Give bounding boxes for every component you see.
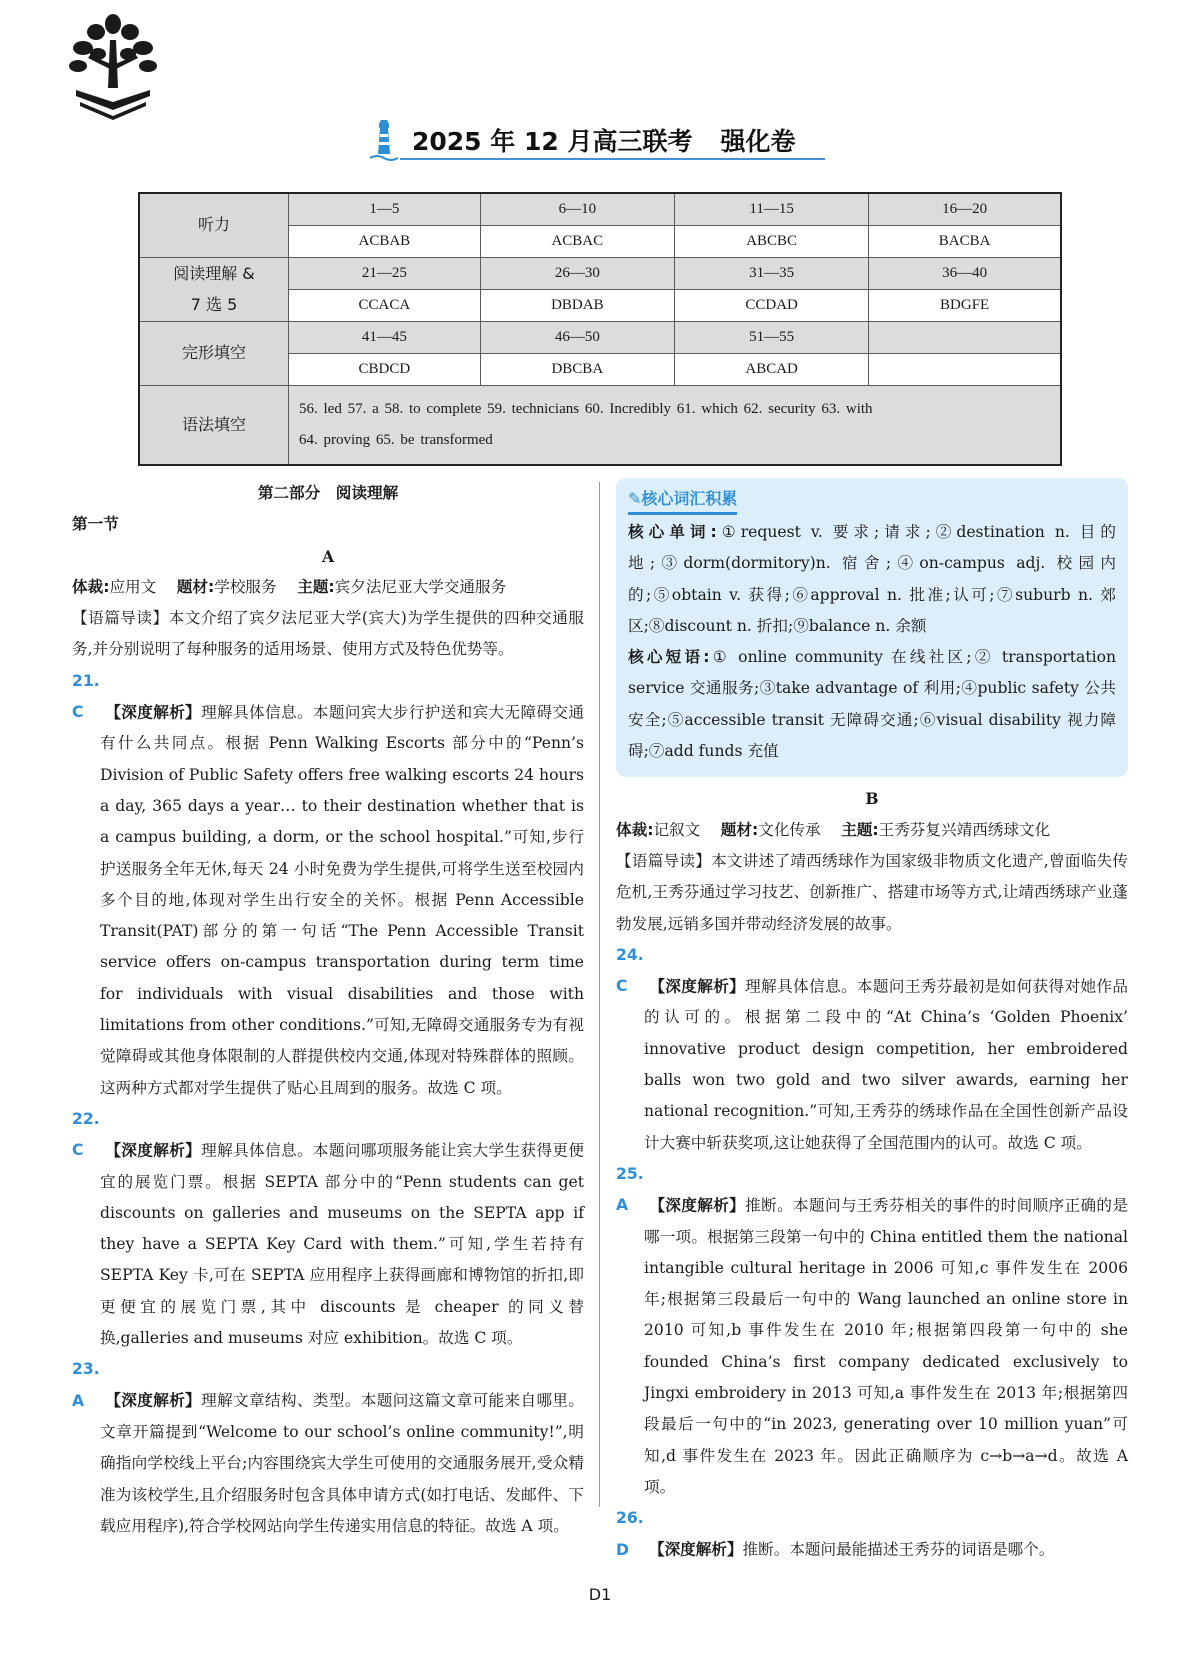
part-title: 第二部分 阅读理解: [257, 484, 399, 502]
passage-a-guide: [72, 603, 584, 666]
topic-label: 主题:: [297, 577, 335, 596]
answer-item-22: [72, 1104, 584, 1354]
passage-b-guide: [616, 846, 1128, 940]
vocab-phrases: [628, 642, 1116, 767]
exam-title: 2025 年 12 月高三联考: [412, 127, 693, 156]
vocab-words-text: ①request v. 要求;请求;②destination n. 目的地;③dorm(dormitory)n. 宿舍;④on-campus adj. 校园内的;⑤obtain v. 获得;⑥approval n. 批准;认可;⑦suburb n. 郊区;⑧discount n. 折扣;⑨balance n. 余额: [628, 523, 1116, 635]
left-column: [72, 478, 584, 1542]
grammar-line1: 56. led 57. a 58. to complete 59. technicians 60. Incredibly 61. which 62. security 63. with: [299, 401, 873, 417]
right-column: [616, 478, 1128, 1566]
question-number: 22. C: [72, 1109, 100, 1160]
theme-value: 学校服务: [214, 577, 277, 596]
vocab-phrases-label: 核心短语:: [628, 648, 710, 667]
analysis-tag: 【深度解析】: [105, 1391, 202, 1410]
answer-cell: ABCBC: [674, 226, 868, 258]
guide-label: 【语篇导读】: [616, 851, 712, 870]
lighthouse-icon: [370, 118, 398, 162]
theme-value: 文化传承: [758, 820, 821, 839]
range-cell: 36—40: [869, 258, 1061, 290]
range-cell: [869, 322, 1061, 354]
page-header: [370, 118, 830, 164]
topic-value: 王秀芬复兴靖西绣球文化: [878, 820, 1051, 839]
genre-value: 记叙文: [653, 820, 701, 839]
grammar-line2: 64. proving 65. be transformed: [299, 432, 493, 448]
range-cell: 1—5: [289, 194, 481, 226]
range-cell: 51—55: [674, 322, 868, 354]
range-cell: 31—35: [674, 258, 868, 290]
question-number: 24. C: [616, 945, 644, 996]
title-underline: [400, 158, 825, 160]
answer-item-26: [616, 1503, 1128, 1566]
page-number: D1: [588, 1585, 612, 1604]
listening-label: 听力: [140, 194, 289, 258]
topic-value: 宾夕法尼亚大学交通服务: [334, 577, 507, 596]
range-cell: 16—20: [869, 194, 1061, 226]
answer-cell: BDGFE: [869, 290, 1061, 322]
column-divider: [599, 482, 600, 1507]
cloze-label: 完形填空: [140, 322, 289, 386]
theme-label: 题材:: [176, 577, 215, 596]
analysis-text: 理解具体信息。本题问哪项服务能让宾大学生获得更便宜的展览门票。根据 SEPTA 部分中的“Penn students can get discounts on galleries and museums on the SEPTA app if they have a SEPTA Key Card with them.”可知,学生若持有 SEPTA Key 卡,可在 SEPTA 应用程序上获得画廊和博物馆的折扣,即更便宜的展览门票,其中 discounts 是 cheaper 的同义替换,galleries and museums 对应 exhibition。故选 C 项。: [100, 1141, 584, 1348]
pencil-icon: ✎: [628, 489, 642, 508]
genre-value: 应用文: [109, 577, 157, 596]
genre-label: 体裁:: [616, 820, 654, 839]
theme-label: 题材:: [720, 820, 759, 839]
reading-label-line1: 阅读理解 &: [173, 264, 255, 284]
vocab-title: [628, 486, 737, 515]
vocab-title-text: 核心词汇积累: [641, 489, 738, 508]
topic-label: 主题:: [841, 820, 879, 839]
tree-book-logo: [68, 10, 158, 130]
answer-cell: CCDAD: [674, 290, 868, 322]
analysis-text: 推断。本题问最能描述王秀芬的词语是哪个。: [742, 1540, 1055, 1559]
answer-cell: ACBAC: [480, 226, 674, 258]
vocab-phrases-text: ① online community 在线社区;② transportation service 交通服务;③take advantage of 利用;④public safety 公共安全;⑤accessible transit 无障碍交通;⑥visual disability 视力障碍;⑦add funds 充值: [628, 648, 1116, 761]
guide-text: 本文讲述了靖西绣球作为国家级非物质文化遗产,曾面临失传危机,王秀芬通过学习技艺、创新推广、搭建市场等方式,让靖西绣球产业蓬勃发展,远销多国并带动经济发展的故事。: [616, 851, 1128, 933]
answer-item-23: [72, 1354, 584, 1542]
passage-b-label: B: [865, 789, 879, 809]
answer-cell: [869, 354, 1061, 386]
analysis-text: 推断。本题问与王秀芬相关的事件的时间顺序正确的是哪一项。根据第三段第一句中的 China entitled them the national intangible cultural heritage in 2006 可知,c 事件发生在 2006 年;根据第三段最后一句中的 Wang launched an online store in 2010 可知,b 事件发生在 2010 年;根据第四段第一句中的 she founded China’s first company dedicated exclusively to Jingxi embroidery in 2013 可知,a 事件发生在 2013 年;根据第四段最后一句中的“in 2023, generating over 10 million yuan”可知,d 事件发生在 2023 年。因此正确顺序为 c→b→a→d。故选 A 项。: [644, 1196, 1128, 1496]
question-number: 23. A: [72, 1360, 100, 1410]
passage-a-label: A: [321, 546, 335, 566]
answer-cell: ABCAD: [674, 354, 868, 386]
section-title: 第一节: [72, 515, 119, 534]
passage-a-meta: [72, 572, 584, 603]
answer-cell: CCACA: [289, 290, 481, 322]
analysis-text: 理解具体信息。本题问王秀芬最初是如何获得对她作品的认可的。根据第二段中的“At China’s ‘Golden Phoenix’ innovative product design competition, her embroidered balls won two gold and two silver awards, earning her national recognition.”可知,王秀芬的绣球作品在全国性创新产品设计大赛中斩获奖项,这让她获得了全国范围内的认可。故选 C 项。: [644, 977, 1128, 1152]
analysis-tag: 【深度解析】: [649, 1196, 746, 1215]
reading-label: [140, 258, 289, 322]
answer-cell: ACBAB: [289, 226, 481, 258]
genre-label: 体裁:: [72, 577, 110, 596]
question-number: 26. D: [616, 1509, 644, 1559]
guide-text: 本文介绍了宾夕法尼亚大学(宾大)为学生提供的四种交通服务,并分别说明了每种服务的适用场景、使用方式及特色优势等。: [72, 609, 584, 659]
answer-cell: DBCBA: [480, 354, 674, 386]
answer-key-table: [139, 193, 1061, 465]
analysis-text: 理解具体信息。本题问宾大步行护送和宾大无障碍交通有什么共同点。根据 Penn Walking Escorts 部分中的“Penn’s Division of Public Safety offers free walking escorts 24 hours a day, 365 days a year… to their destination whether that is a campus building, a dorm, or the school hospital.”可知,步行护送服务全年无休,每天 24 小时免费为学生提供,可将学生送至校园内多个目的地,体现对学生出行安全的关怀。根据 Penn Accessible Transit(PAT)部分的第一句话“The Penn Accessible Transit service offers on-campus transportation during term time for individuals with visual disabilities and those with limitations from other conditions.”可知,无障碍交通服务专为有视觉障碍或其他身体限制的人群提供校内交通,体现对特殊群体的照顾。这两种方式都对学生提供了贴心且周到的服务。故选 C 项。: [100, 703, 584, 1097]
vocab-box: [616, 478, 1128, 777]
answer-item-25: [616, 1159, 1128, 1503]
range-cell: 6—10: [480, 194, 674, 226]
exam-subtitle: 强化卷: [720, 127, 796, 156]
question-number: 21. C: [72, 671, 100, 722]
vocab-words: [628, 517, 1116, 642]
analysis-tag: 【深度解析】: [105, 703, 202, 722]
range-cell: 46—50: [480, 322, 674, 354]
range-cell: 26—30: [480, 258, 674, 290]
answer-cell: CBDCD: [289, 354, 481, 386]
answer-item-24: [616, 940, 1128, 1159]
guide-label: 【语篇导读】: [72, 609, 169, 628]
range-cell: 41—45: [289, 322, 481, 354]
page-title: [412, 122, 796, 158]
analysis-tag: 【深度解析】: [649, 977, 746, 996]
answer-cell: DBDAB: [480, 290, 674, 322]
analysis-text: 理解文章结构、类型。本题问这篇文章可能来自哪里。文章开篇提到“Welcome to our school’s online community!”,明确指向学校线上平台;内容围绕宾大学生可使用的交通服务展开,受众精准为该校学生,且介绍服务时包含具体申请方式(如打电话、发邮件、下载应用程序),符合学校网站向学生传递实用信息的特征。故选 A 项。: [100, 1391, 584, 1535]
range-cell: 11—15: [674, 194, 868, 226]
grammar-label: 语法填空: [140, 386, 289, 465]
range-cell: 21—25: [289, 258, 481, 290]
question-number: 25. A: [616, 1164, 644, 1215]
reading-label-line2: 7 选 5: [190, 294, 238, 314]
analysis-tag: 【深度解析】: [648, 1540, 743, 1559]
answer-cell: BACBA: [869, 226, 1061, 258]
answer-item-21: [72, 666, 584, 1104]
grammar-answers: [289, 386, 1061, 465]
analysis-tag: 【深度解析】: [105, 1141, 202, 1160]
passage-b-meta: [616, 815, 1128, 846]
vocab-words-label: 核心单词:: [628, 523, 717, 541]
